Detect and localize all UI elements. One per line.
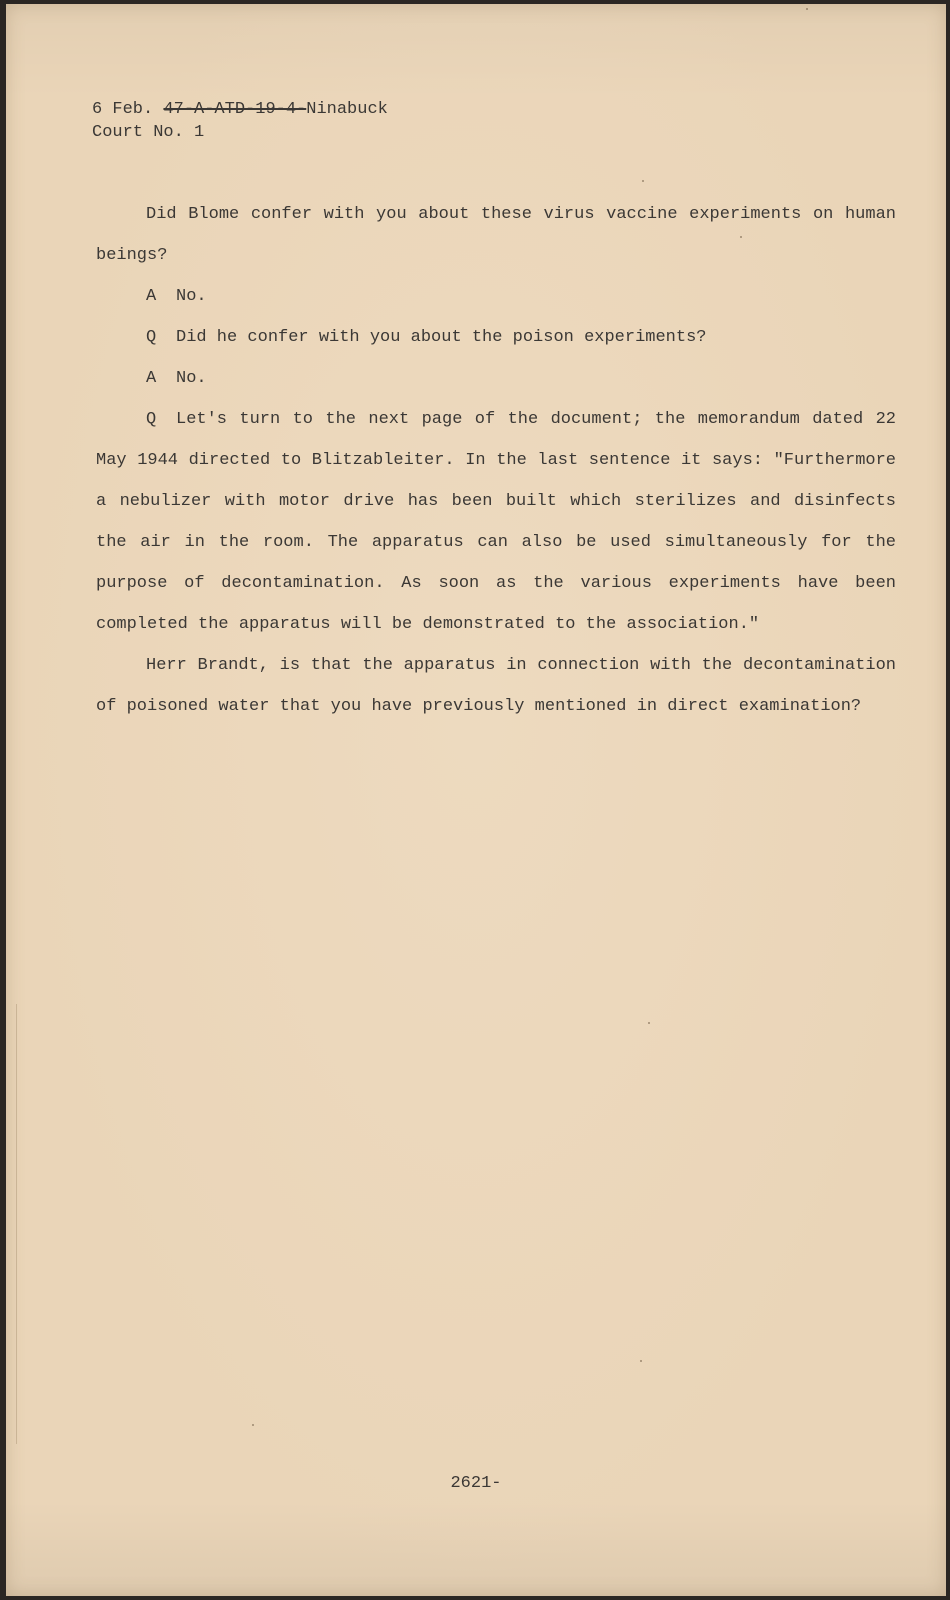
answer-2 [96, 358, 896, 399]
question-2 [96, 317, 896, 358]
paper-speck [806, 8, 808, 10]
paper-speck [648, 1022, 650, 1024]
document-page [6, 4, 946, 1596]
paper-speck [252, 1424, 254, 1426]
transcript-body [96, 194, 896, 727]
question-2-tag: Q [146, 328, 157, 347]
paper-speck [640, 1360, 642, 1362]
header-court: Court No. 1 [92, 123, 205, 142]
answer-2-tag: A [146, 369, 157, 388]
answer-1 [96, 276, 896, 317]
page-number: 2621- [450, 1474, 502, 1493]
answer-1-tag: A [146, 287, 157, 306]
header-struck-code: 47-A-ATD-19-4- [163, 100, 307, 119]
question-2-text: Did he confer with you about the poison experiments? [176, 328, 707, 347]
document-header [92, 98, 388, 144]
question-4: Herr Brandt, is that the apparatus in connection with the decontamination of poisoned water that you have previously mentioned in direct examination? [96, 656, 896, 716]
answer-2-text: No. [176, 369, 207, 388]
header-stenographer: Ninabuck [306, 100, 388, 119]
paper-speck [642, 180, 644, 182]
question-1: Did Blome confer with you about these virus vaccine experiments on human beings? [96, 205, 896, 265]
question-3-text: Let's turn to the next page of the document; the memorandum dated 22 May 1944 directed to Blitzableiter. In the last sentence it says: "Furthermore a nebulizer with motor drive has been built which sterilizes and disinfects the air in the room. The apparatus can also be used simultaneously for the purpose of decontamination. As soon as the various experiments have been completed the apparatus will be demonstrated to the association." [96, 410, 896, 634]
question-3-tag: Q [146, 410, 157, 429]
question-3 [96, 399, 896, 645]
paper-crease [16, 1004, 17, 1444]
answer-1-text: No. [176, 287, 207, 306]
paper-speck [740, 236, 742, 238]
header-date: 6 Feb. [92, 100, 154, 119]
